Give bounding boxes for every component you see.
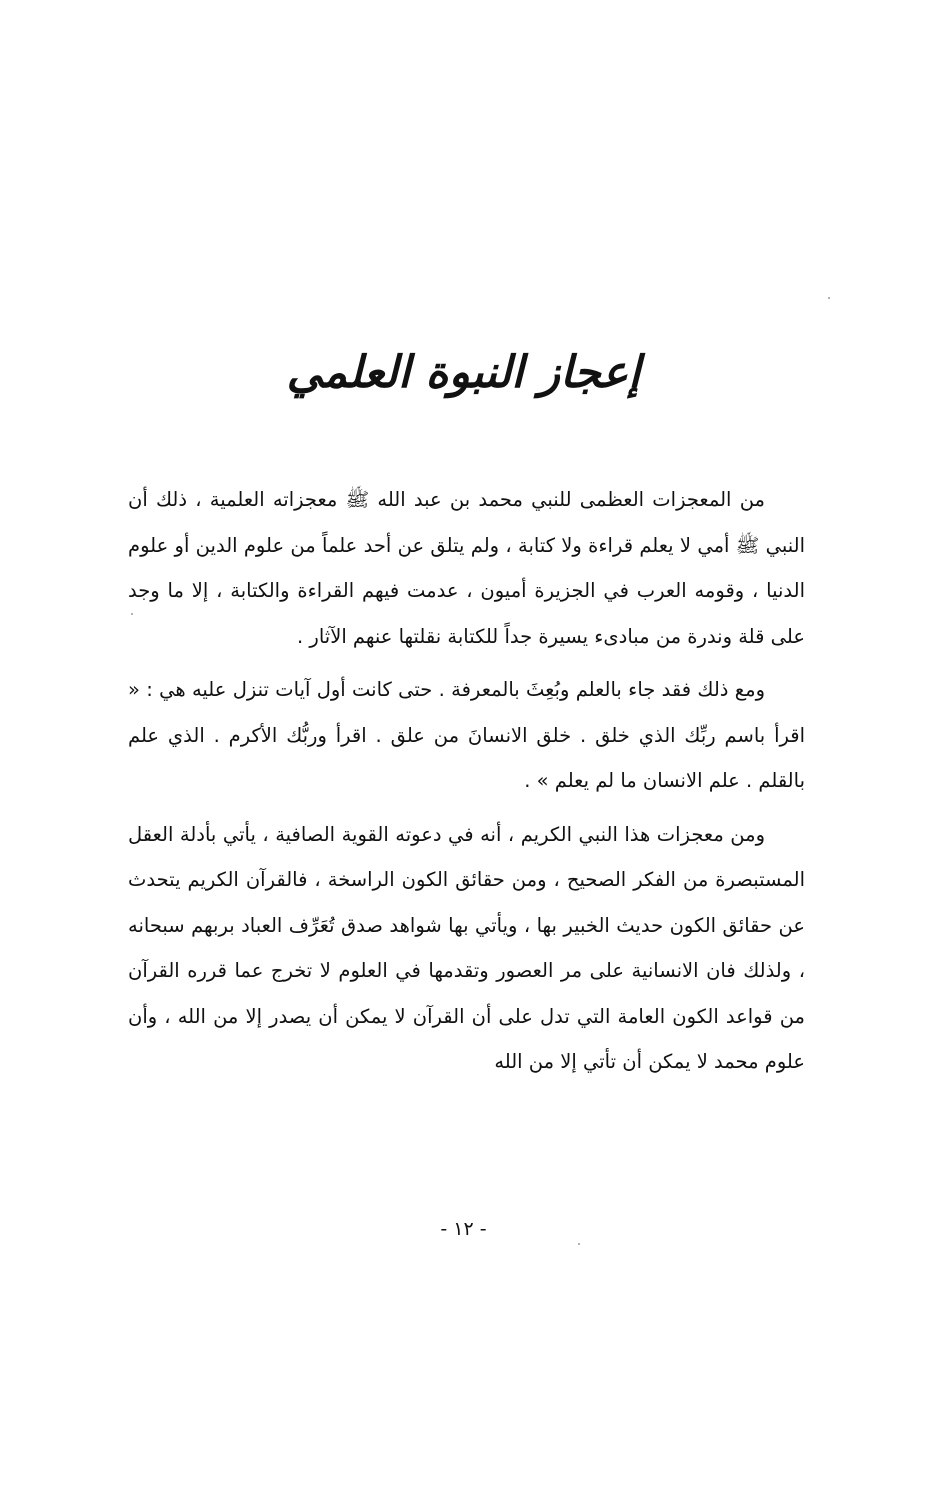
paragraph-1: من المعجزات العظمى للنبي محمد بن عبد الله ﷺ معجزاته العلمية ، ذلك أن النبي ﷺ أمي لا يعلم قراءة ولا كتابة ، ولم يتلق عن أحد علماً من علوم الدين أو علوم الدنيا ، وقومه العرب في الجزيرة أميون ، عدمت فيهم القراءة والكتابة ، إلا ما وجد على قلة وندرة من مبادىء يسيرة جداً للكتابة نقلتها عنهم الآثار . (128, 488, 805, 648)
scan-speck (578, 1243, 580, 1245)
page-title: إعجاز النبوة العلمي (286, 347, 641, 399)
body-text (128, 477, 805, 1085)
paragraph-2: ومع ذلك فقد جاء بالعلم وبُعِثَ بالمعرفة . حتى كانت أول آيات تنزل عليه هي : « اقرأ باسم ربِّك الذي خلق . خلق الانسانَ من علق . اقرأ وربُّك الأكرم . الذي علم بالقلم . علم الانسان ما لم يعلم » . (128, 678, 805, 792)
page-number: - ١٢ - (440, 1218, 487, 1240)
scan-speck (828, 297, 830, 299)
scan-speck (131, 613, 133, 615)
paragraph-3: ومن معجزات هذا النبي الكريم ، أنه في دعوته القوية الصافية ، يأتي بأدلة العقل المستبصرة من الفكر الصحيح ، ومن حقائق الكون الراسخة ، فالقرآن الكريم يتحدث عن حقائق الكون حديث الخبير بها ، ويأتي بها شواهد صدق تُعَرِّف العباد بربهم سبحانه ، ولذلك فان الانسانية على مر العصور وتقدمها في العلوم لا تخرج عما قرره القرآن من قواعد الكون العامة التي تدل على أن القرآن لا يمكن أن يصدر إلا من الله ، وأن علوم محمد لا يمكن أن تأتي إلا من الله (128, 822, 805, 1073)
